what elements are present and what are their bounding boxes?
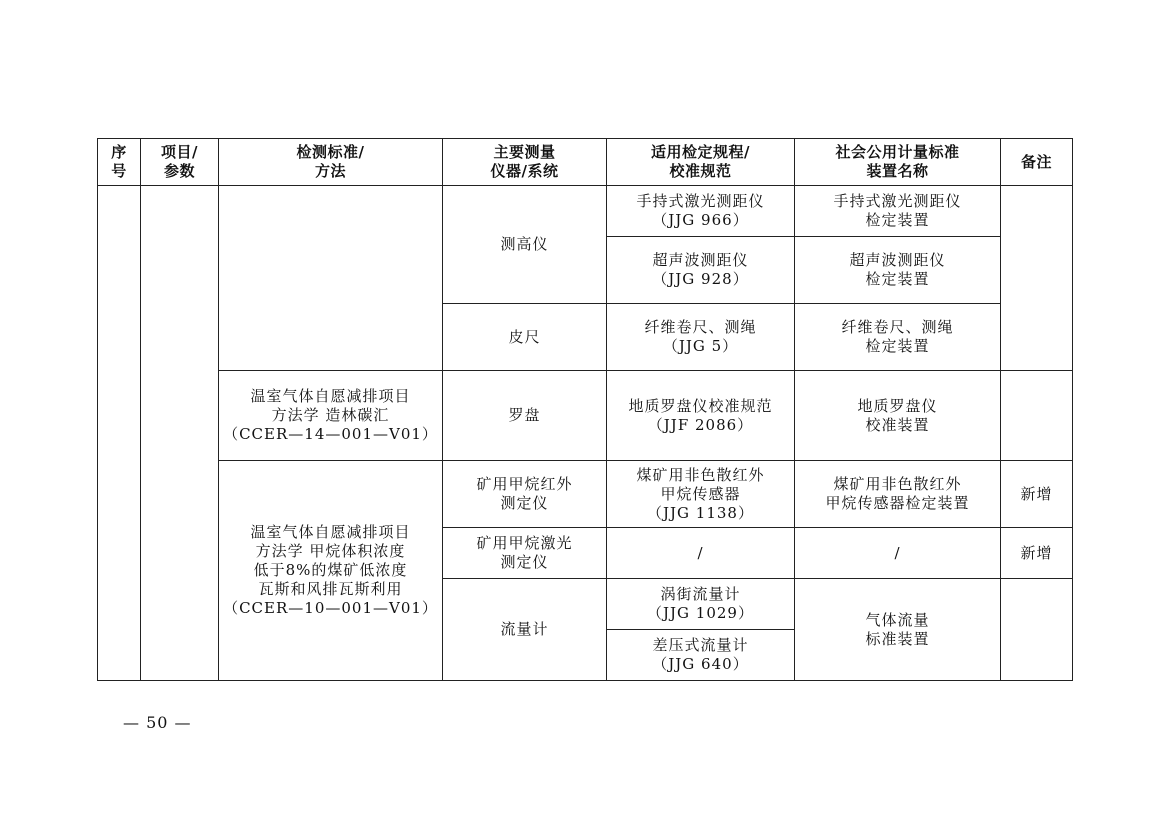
device-cell: / <box>795 528 1001 579</box>
regulation-cell: 纤维卷尺、测绳 （JJG 5） <box>607 304 795 371</box>
table-header-row <box>98 139 1073 186</box>
seq-cell <box>98 186 141 681</box>
remark-cell: 新增 <box>1001 528 1073 579</box>
regulation-cell: 手持式激光测距仪 （JJG 966） <box>607 186 795 237</box>
page-number: — 50 — <box>123 713 192 732</box>
device-cell: 地质罗盘仪 校准装置 <box>795 371 1001 461</box>
regulation-cell: 煤矿用非色散红外 甲烷传感器 （JJG 1138） <box>607 461 795 528</box>
instrument-cell: 矿用甲烷红外 测定仪 <box>443 461 607 528</box>
table-row <box>98 186 1073 237</box>
device-cell: 手持式激光测距仪 检定装置 <box>795 186 1001 237</box>
device-cell: 超声波测距仪 检定装置 <box>795 237 1001 304</box>
table-row <box>98 371 1073 461</box>
standard-cell: 温室气体自愿减排项目 方法学 甲烷体积浓度 低于8%的煤矿低浓度 瓦斯和风排瓦斯利用 （CCER—10—001—V01） <box>219 461 443 681</box>
instrument-cell: 矿用甲烷激光 测定仪 <box>443 528 607 579</box>
header-instrument: 主要测量 仪器/系统 <box>443 139 607 186</box>
regulation-cell: 差压式流量计 （JJG 640） <box>607 630 795 681</box>
standard-cell-empty <box>219 186 443 371</box>
header-standard: 检测标准/ 方法 <box>219 139 443 186</box>
instrument-cell: 测高仪 <box>443 186 607 304</box>
header-remark: 备注 <box>1001 139 1073 186</box>
remark-cell <box>1001 579 1073 681</box>
device-cell: 煤矿用非色散红外 甲烷传感器检定装置 <box>795 461 1001 528</box>
standard-cell: 温室气体自愿减排项目 方法学 造林碳汇 （CCER—14—001—V01） <box>219 371 443 461</box>
regulation-cell: 涡街流量计 （JJG 1029） <box>607 579 795 630</box>
instrument-cell: 罗盘 <box>443 371 607 461</box>
header-regulation: 适用检定规程/ 校准规范 <box>607 139 795 186</box>
remark-cell: 新增 <box>1001 461 1073 528</box>
instrument-cell: 流量计 <box>443 579 607 681</box>
remark-cell <box>1001 371 1073 461</box>
remark-cell <box>1001 186 1073 371</box>
inspection-standards-table <box>97 138 1073 681</box>
device-cell: 纤维卷尺、测绳 检定装置 <box>795 304 1001 371</box>
regulation-cell: 地质罗盘仪校准规范 （JJF 2086） <box>607 371 795 461</box>
instrument-cell: 皮尺 <box>443 304 607 371</box>
item-cell <box>141 186 219 681</box>
table-row <box>98 461 1073 528</box>
regulation-cell: / <box>607 528 795 579</box>
header-device: 社会公用计量标准 装置名称 <box>795 139 1001 186</box>
header-item: 项目/ 参数 <box>141 139 219 186</box>
device-cell: 气体流量 标准装置 <box>795 579 1001 681</box>
regulation-cell: 超声波测距仪 （JJG 928） <box>607 237 795 304</box>
header-seq: 序 号 <box>98 139 141 186</box>
